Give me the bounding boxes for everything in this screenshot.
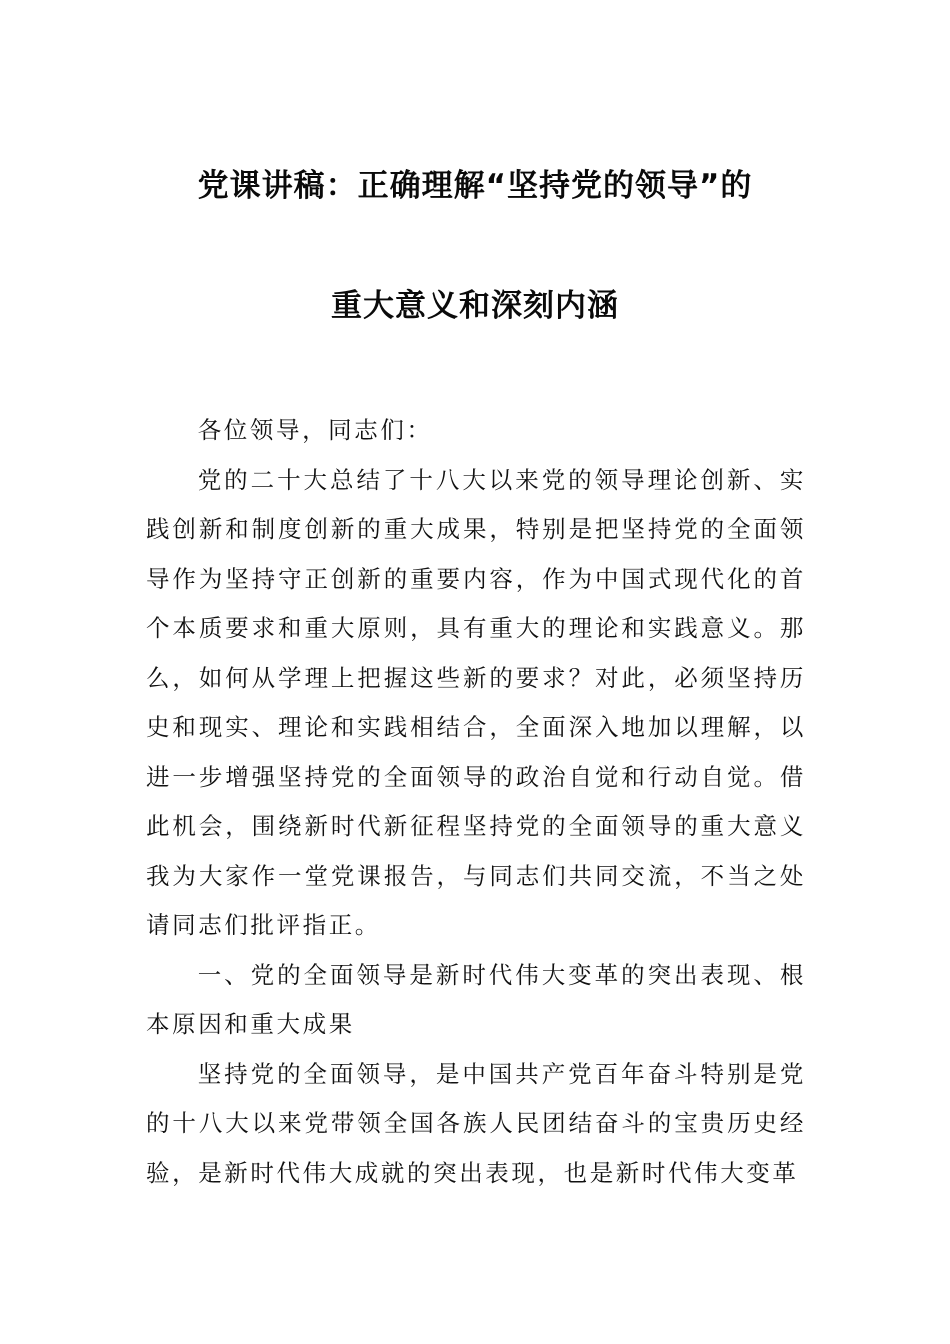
section-heading-1: 一、党的全面领导是新时代伟大变革的突出表现、根本原因和重大成果 bbox=[146, 960, 806, 1038]
document-title-line-2: 重大意义和深刻内涵 bbox=[331, 288, 619, 324]
salutation: 各位领导，同志们： bbox=[197, 416, 433, 444]
paragraph-intro: 党的二十大总结了十八大以来党的领导理论创新、实践创新和制度创新的重大成果，特别是把坚持党的全面领导作为坚持守正创新的重要内容，作为中国式现代化的首个本质要求和重大原则，具有重大的理论和实践意义。那么，如何从学理上把握这些新的要求？对此，必须坚持历史和现实、理论和实践相结合，全面深入地加以理解，以进一步增强坚持党的全面领导的政治自觉和行动自觉。借此机会，围绕新时代新征程坚持党的全面领导的重大意义我为大家作一堂党课报告，与同志们共同交流，不当之处请同志们批评指正。 bbox=[146, 465, 806, 939]
document-body bbox=[146, 406, 806, 1198]
document-title-line-1: 党课讲稿：正确理解“坚持党的领导”的 bbox=[197, 168, 753, 204]
paragraph-section-1: 坚持党的全面领导，是中国共产党百年奋斗特别是党的十八大以来党带领全国各族人民团结奋斗的宝贵历史经验，是新时代伟大成就的突出表现，也是新时代伟大变革 bbox=[146, 1059, 806, 1187]
